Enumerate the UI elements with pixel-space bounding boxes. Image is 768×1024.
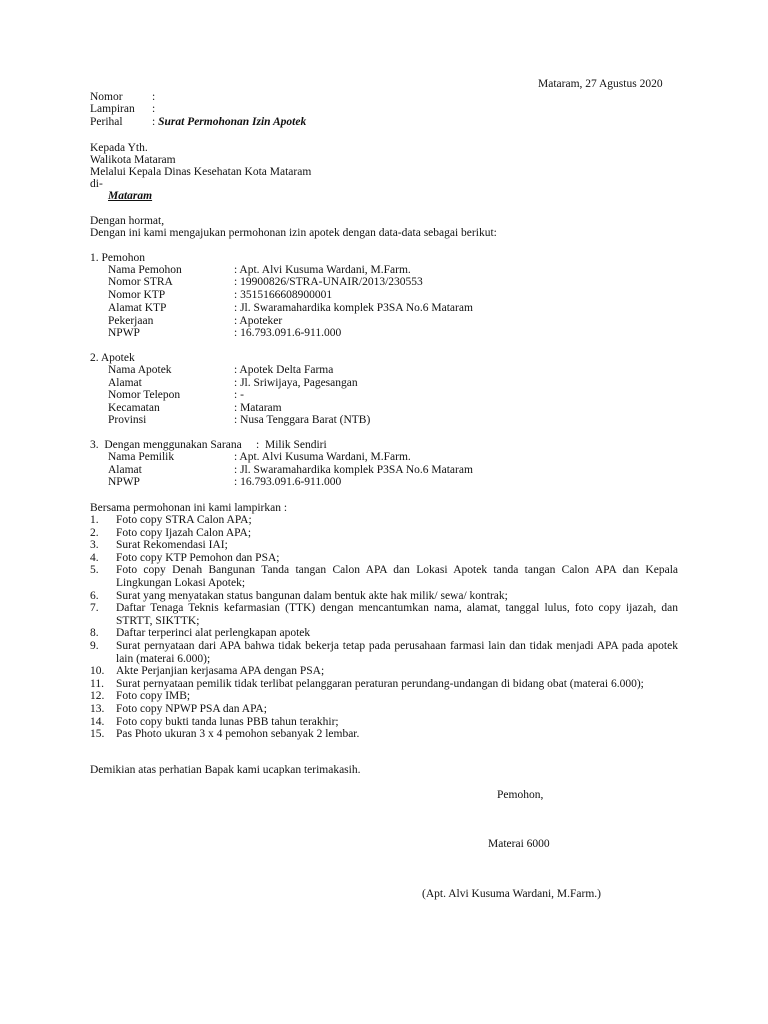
field-value: : Jl. Swaramahardika komplek P3SA No.6 Mataram — [234, 464, 473, 476]
list-item — [90, 514, 678, 527]
field-label: Pekerjaan — [108, 315, 154, 327]
item-number: 1. — [90, 514, 99, 526]
item-text: Foto copy KTP Pemohon dan PSA; — [116, 551, 280, 564]
item-number: 13. — [90, 702, 105, 715]
item-text: Foto copy Ijazah Calon APA; — [116, 526, 252, 539]
stamp-placeholder: Materai 6000 — [488, 838, 550, 850]
item-number: 12. — [90, 690, 105, 703]
recipient-via: Melalui Kepala Dinas Kesehatan Kota Mataram — [90, 166, 312, 178]
list-item — [90, 690, 678, 703]
field-row — [108, 389, 244, 402]
recipient-di: di- — [90, 178, 103, 190]
recipient-name: Walikota Mataram — [90, 154, 176, 166]
item-text: Surat pernyataan dari APA bahwa tidak bekerja tetap pada perusahaan farmasi lain dan tidak menjadi APA pada apotek lain (materai 6.000); — [116, 639, 678, 665]
field-row — [108, 264, 411, 277]
field-label: Provinsi — [108, 414, 147, 426]
item-number: 7. — [90, 602, 99, 615]
meta-sep: : — [152, 116, 156, 128]
field-value: : Jl. Swaramahardika komplek P3SA No.6 Mataram — [234, 302, 473, 314]
field-row — [108, 276, 423, 289]
list-item — [90, 527, 678, 540]
section-pemohon-title: 1. Pemohon — [90, 252, 145, 264]
list-item — [90, 564, 678, 589]
field-row — [108, 414, 370, 427]
list-item — [90, 716, 678, 729]
item-text: Pas Photo ukuran 3 x 4 pemohon sebanyak 2 lembar. — [116, 728, 360, 741]
item-text: Daftar Tenaga Teknis kefarmasian (TTK) dengan mencantumkan nama, alamat, tanggal lulus, foto copy ijazah, dan STRTT, SIKTTK; — [116, 602, 678, 627]
field-row — [108, 327, 341, 340]
field-value: : Apt. Alvi Kusuma Wardani, M.Farm. — [234, 264, 411, 276]
item-text: Daftar terperinci alat perlengkapan apotek — [116, 627, 311, 640]
meta-label: Nomor — [90, 91, 123, 103]
item-text: Foto copy STRA Calon APA; — [116, 514, 252, 526]
field-value: : Apotek Delta Farma — [234, 364, 334, 376]
field-label: NPWP — [108, 476, 140, 488]
item-number: 6. — [90, 589, 99, 602]
intro: Dengan ini kami mengajukan permohonan izin apotek dengan data-data sebagai berikut: — [90, 227, 497, 239]
field-label: Nama Pemilik — [108, 451, 175, 463]
attachments-list — [90, 514, 678, 741]
item-text: Akte Perjanjian kerjasama APA dengan PSA; — [116, 665, 325, 678]
item-number: 14. — [90, 715, 105, 728]
field-value: : Apt. Alvi Kusuma Wardani, M.Farm. — [234, 451, 411, 463]
field-label: Alamat — [108, 377, 142, 389]
field-label: Kecamatan — [108, 402, 160, 414]
list-item — [90, 703, 678, 716]
field-row — [108, 476, 341, 489]
field-value: : Nusa Tenggara Barat (NTB) — [234, 414, 371, 426]
recipient-city: Mataram — [108, 190, 153, 202]
field-value: : 3515166608900001 — [234, 289, 333, 301]
item-number: 4. — [90, 551, 99, 564]
item-text: Foto copy Denah Bangunan Tanda tangan Calon APA dan Lokasi Apotek tanda tangan Calon APA dan Kepala Lingkungan Lokasi Apotek; — [116, 564, 678, 589]
field-label: Nomor KTP — [108, 289, 166, 301]
list-item — [90, 552, 678, 565]
field-row — [108, 315, 282, 328]
item-text: Surat Rekomendasi IAI; — [116, 539, 228, 552]
item-number: 8. — [90, 627, 99, 640]
field-label: Nomor Telepon — [108, 389, 181, 401]
section-apotek-title: 2. Apotek — [90, 352, 135, 364]
field-value: : Apoteker — [234, 315, 283, 327]
field-label: Nama Apotek — [108, 364, 172, 376]
field-label: NPWP — [108, 327, 140, 339]
field-row — [108, 364, 333, 377]
field-value: : Jl. Sriwijaya, Pagesangan — [234, 377, 358, 389]
item-number: 11. — [90, 677, 104, 690]
field-value: : 19900826/STRA-UNAIR/2013/230553 — [234, 276, 423, 288]
meta-row-nomor — [90, 91, 155, 104]
meta-row-lampiran — [90, 103, 155, 116]
meta-label: Lampiran — [90, 103, 135, 115]
field-value: : 16.793.091.6-911.000 — [234, 327, 342, 339]
meta-sep: : — [152, 91, 156, 103]
item-number: 9. — [90, 639, 99, 652]
closing: Demikian atas perhatian Bapak kami ucapkan terimakasih. — [90, 764, 361, 776]
field-row — [108, 302, 473, 315]
item-number: 5. — [90, 564, 99, 577]
field-row — [108, 451, 411, 464]
meta-label: Perihal — [90, 116, 123, 128]
meta-row-perihal — [90, 116, 306, 129]
list-item — [90, 640, 678, 665]
item-text: Foto copy bukti tanda lunas PBB tahun terakhir; — [116, 715, 339, 728]
field-value: : - — [234, 389, 244, 401]
field-row — [108, 377, 358, 390]
list-item — [90, 627, 678, 640]
date-line: Mataram, 27 Agustus 2020 — [538, 78, 663, 90]
item-number: 2. — [90, 526, 99, 539]
item-number: 3. — [90, 539, 99, 552]
list-item — [90, 665, 678, 678]
field-label: Alamat KTP — [108, 302, 167, 314]
field-value: : Mataram — [234, 402, 282, 414]
item-text: Surat pernyataan pemilik tidak terlibat pelanggaran peraturan perundang-undangan di bidang obat (materai 6.000); — [116, 677, 644, 690]
signature-role: Pemohon, — [497, 789, 544, 801]
list-item — [90, 678, 678, 691]
list-item — [90, 602, 678, 627]
list-item — [90, 590, 678, 603]
attachments-intro: Bersama permohonan ini kami lampirkan : — [90, 502, 288, 514]
list-item — [90, 728, 678, 741]
recipient-greeting: Kepada Yth. — [90, 142, 148, 154]
signature-name: (Apt. Alvi Kusuma Wardani, M.Farm.) — [422, 888, 602, 900]
field-label: Nama Pemohon — [108, 264, 182, 276]
item-text: Surat yang menyatakan status bangunan dalam bentuk akte hak milik/ sewa/ kontrak; — [116, 589, 508, 602]
subject: Surat Permohonan Izin Apotek — [158, 116, 307, 128]
field-row — [108, 402, 282, 415]
field-row — [108, 464, 473, 477]
item-number: 15. — [90, 728, 105, 741]
item-number: 10. — [90, 665, 105, 678]
section-sarana-title: 3. Dengan menggunakan Sarana : Milik Sendiri — [90, 439, 327, 451]
field-value: : 16.793.091.6-911.000 — [234, 476, 342, 488]
field-row — [108, 289, 332, 302]
field-label: Alamat — [108, 464, 142, 476]
greeting: Dengan hormat, — [90, 215, 165, 227]
list-item — [90, 539, 678, 552]
meta-sep: : — [152, 103, 156, 115]
item-text: Foto copy NPWP PSA dan APA; — [116, 702, 267, 715]
item-text: Foto copy IMB; — [116, 690, 191, 703]
field-label: Nomor STRA — [108, 276, 173, 288]
